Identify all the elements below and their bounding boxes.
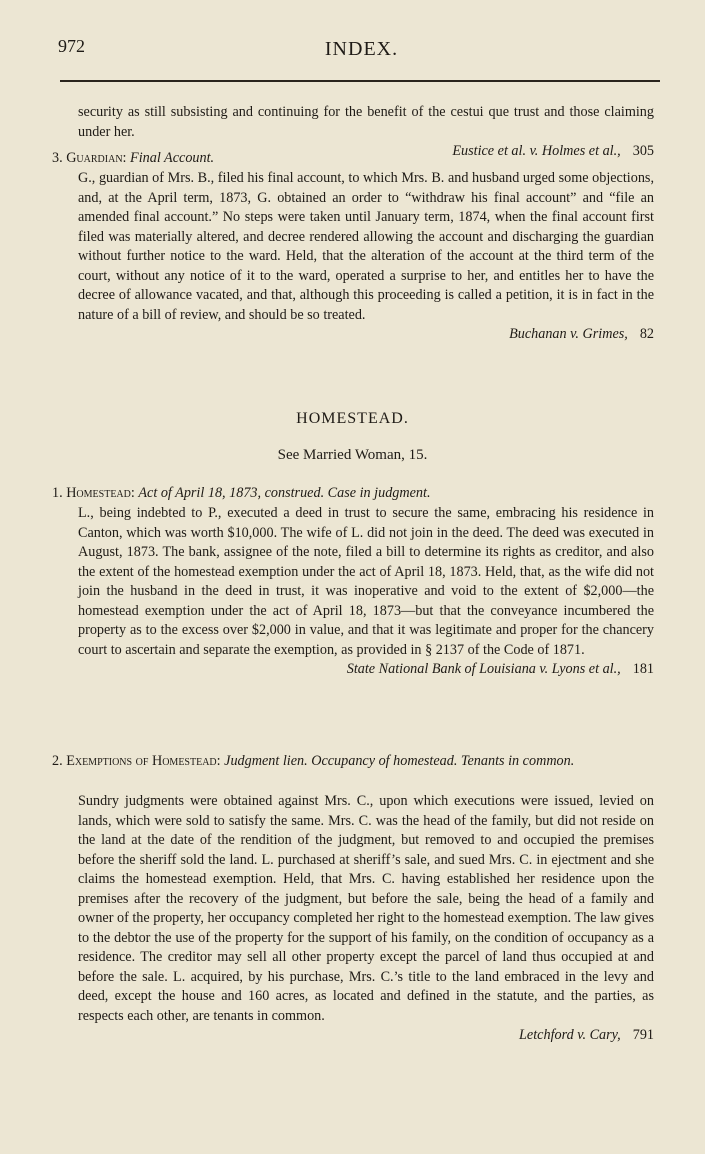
citation <box>78 660 654 680</box>
entry-text: Sundry judgments were obtained against Mrs. C., upon which executions were issued, levied on lands, which were sold to satisfy the same. Mrs. C. was the head of the family, but did not reside on the land at the date of the rendition of the judgment, but removed to and occupied the premises before the sheriff sold the land. L. purchased at sheriff’s sale, and sued Mrs. C. in ejectment and she claims the homestead exemption. Held, that Mrs. C. having established her residence upon the premises after the recovery of the judgment, but before the sale, being the head of a family and owner of the property, her occupancy completed her right to the homestead exemption. The law gives to the debtor the use of the property for the support of his family, on the condition of occupancy as a residence. The creditor may sell all other property except the parcel of land thus occupied at and before the sale. L. acquired, by his purchase, Mrs. C.’s title to the land embraced in the levy and deed, except the house and 160 acres, as located and defined in the statute, and the parties, as respects each other, are tenants in common. <box>78 793 654 1024</box>
entry-subject: Act of April 18, 1873, construed. Case in judgment. <box>138 485 431 501</box>
entry-heading: Exemptions of Homestead: <box>66 753 221 769</box>
entry-heading: Homestead: <box>66 485 135 501</box>
entry-number: 1. <box>52 485 63 501</box>
case-name: Letchford v. Cary, <box>519 1027 621 1043</box>
continuation-text: security as still subsisting and continuing for the benefit of the cestui que trust and those claiming under her. <box>78 104 654 140</box>
header-rule <box>60 80 660 82</box>
entry-number: 2. <box>52 753 63 769</box>
page-number: 972 <box>58 36 85 56</box>
see-also-reference: See Married Woman, 15. <box>277 447 428 463</box>
entry-subject: Judgment lien. Occupancy of homestead. Tenants in common. <box>224 753 575 769</box>
citation <box>78 325 654 345</box>
entry-heading-homestead-2 <box>52 752 652 772</box>
case-name: Eustice et al. v. Holmes et al., <box>452 143 621 159</box>
entry-heading-guardian-3 <box>52 149 652 169</box>
entry-text: L., being indebted to P., executed a deed in trust to secure the same, embracing his residence in Canton, which was worth $10,000. The wife of L. did not join in the deed. The deed was executed in August, 1873. The bank, assignee of the note, filed a bill to determine its rights as creditor, and also the extent of the homestead exemption under the act of April 18, 1873. Held, that, as the wife did not join the husband in the deed in trust, it was inoperative and void to the extent of $2,000—the homestead exemption under the act of April 18, 1873—but that the conveyance incumbered the property as to the excess over $2,000 in value, and that it was legitimate and proper for the chancery court to ascertain and separate the exemption, as provided in § 2137 of the Code of 1871. <box>78 505 654 658</box>
case-name: Buchanan v. Grimes, <box>509 326 628 342</box>
entry-text: G., guardian of Mrs. B., filed his final account, to which Mrs. B. and husband urged some objections, and, at the April term, 1873, G. obtained an order to “withdraw his final account” and “file an amended final account.” No steps were taken until January term, 1874, when the final account first filed was materially altered, and decree rendered allowing the account and discharging the guardian without further notice to the ward. Held, that the alteration of the account at the third term of the court, without any notice of it to the ward, operated a surprise to her, and entitles her to have the decree of allowance vacated, and that, although this proceeding is called a petition, it is in fact in the nature of a bill of review, and should be so treated. <box>78 170 654 323</box>
page-ref: 181 <box>632 661 654 677</box>
entry-body-homestead-1 <box>78 504 654 680</box>
running-title: INDEX. <box>324 38 399 60</box>
entry-heading: Guardian: <box>66 150 127 166</box>
entry-subject: Final Account. <box>130 150 215 166</box>
entry-heading-homestead-1 <box>52 484 652 504</box>
entry-body-guardian-3 <box>78 169 654 345</box>
page-header <box>58 36 665 66</box>
case-name: State National Bank of Louisiana v. Lyons et al., <box>346 661 621 677</box>
page-ref: 82 <box>639 326 654 342</box>
entry-body-homestead-2 <box>78 792 654 1046</box>
page-ref: 305 <box>632 143 654 159</box>
citation <box>78 1026 654 1046</box>
entry-number: 3. <box>52 150 63 166</box>
section-title: HOMESTEAD. <box>296 410 409 427</box>
page-ref: 791 <box>632 1027 654 1043</box>
